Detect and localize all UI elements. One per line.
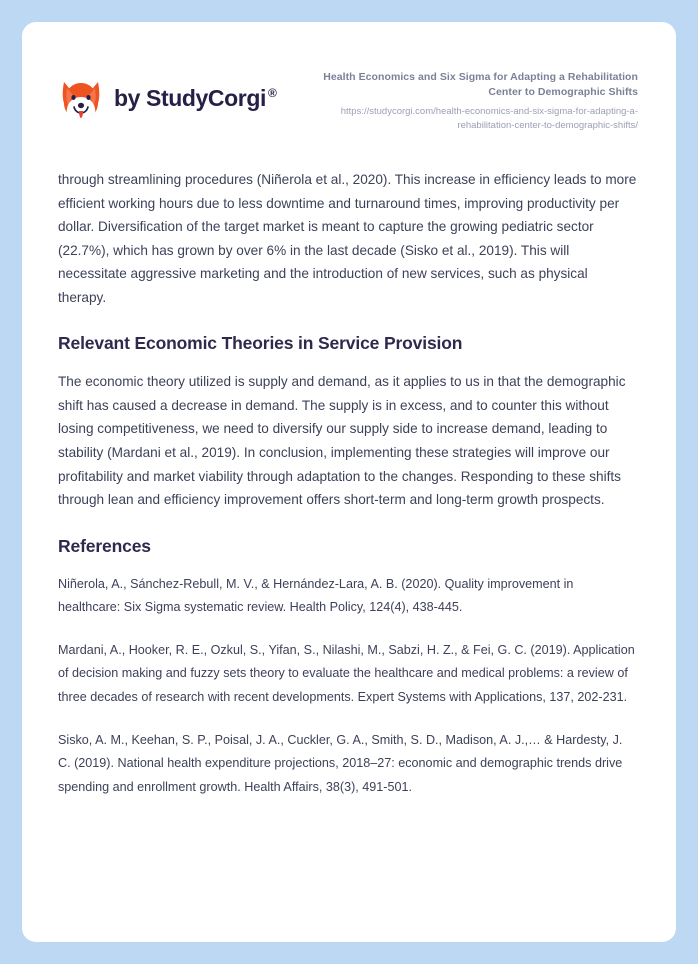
reference-item: Sisko, A. M., Keehan, S. P., Poisal, J. A., Cuckler, G. A., Smith, S. D., Madison, A. J.,… & Hardesty, J. C. (2019). National health expenditure projections, 2018–27: economic and demographic trends drive spending and enrollment growth. Health Affairs, 38(3), 491-501. (58, 733, 623, 794)
brand-wordmark-text: by StudyCorgi (114, 84, 266, 111)
reference-item: Niñerola, A., Sánchez-Rebull, M. V., & Hernández-Lara, A. B. (2020). Quality improvement in healthcare: Six Sigma systematic review. Health Policy, 124(4), 438-445. (58, 576, 574, 614)
intro-paragraph: through streamlining procedures (Niñerola et al., 2020). This increase in efficiency leads to more efficient working hours due to less downtime and turnaround times, improving productivity per dollar. Diversification of the target market is meant to capture the growing pediatric sector (22.7%), which has grown by over 6% in the last decade (Sisko et al., 2019). This will necessitate aggressive marketing and the introduction of new services, such as physical therapy. (58, 172, 637, 305)
studycorgi-brand[interactable] (58, 68, 276, 122)
source-url[interactable]: https://studycorgi.com/health-economics-and-six-sigma-for-adapting-a-rehabilitation-center-to-demographic-shifts/ (340, 105, 638, 131)
document-header (22, 22, 676, 132)
brand-wordmark (114, 85, 276, 112)
section-heading-references: References (58, 535, 151, 556)
corgi-face-logo-icon (58, 74, 104, 122)
page-title: Health Economics and Six Sigma for Adapting a Rehabilitation Center to Demographic Shifts (323, 71, 638, 98)
header-meta (318, 68, 638, 132)
reference-item: Mardani, A., Hooker, R. E., Ozkul, S., Yifan, S., Nilashi, M., Sabzi, H. Z., & Fei, G. C. (2019). Application of decision making and fuzzy sets theory to evaluate the healthcare and medical problems: a review of three decades of research with recent developments. Expert Systems with Applications, 137, 202-231. (58, 643, 635, 704)
document-page-card (22, 22, 676, 942)
section-paragraph-economic-theories: The economic theory utilized is supply and demand, as it applies to us in that the demographic shift has caused a decrease in demand. The supply is in excess, and to counter this without losing competitiveness, we need to diversify our supply side to increase demand, leading to stability (Mardani et al., 2019). In conclusion, implementing these strategies will improve our profitability and market viability through adaptation to the changes. Responding to these shifts through lean and efficiency improvement offers short-term and long-term growth prospects. (58, 374, 626, 508)
section-heading-economic-theories: Relevant Economic Theories in Service Provision (58, 333, 463, 354)
document-body (22, 168, 676, 799)
registered-trademark-icon: ® (267, 85, 277, 100)
